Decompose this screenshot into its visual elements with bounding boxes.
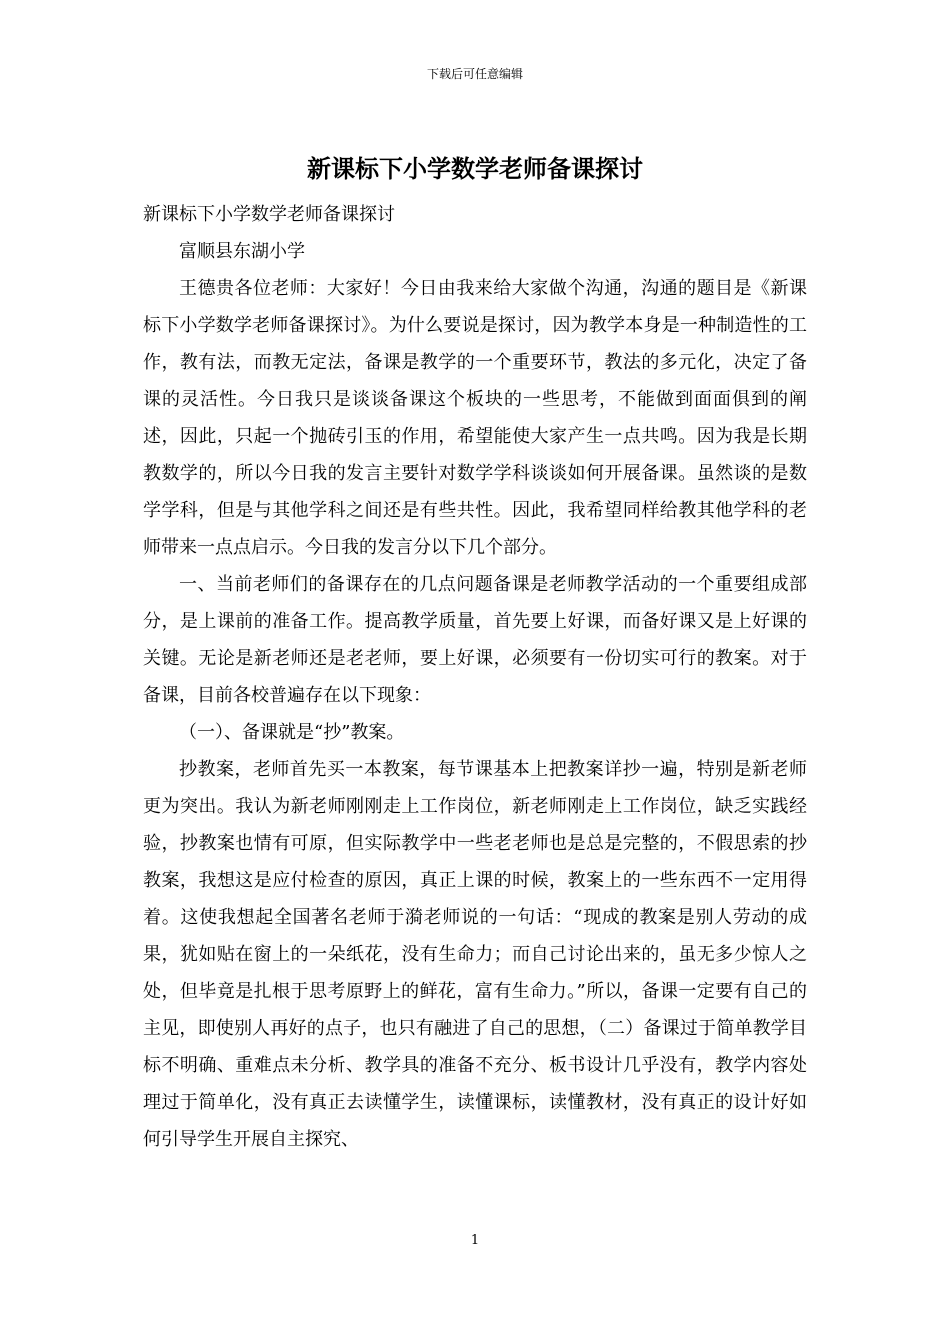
page-number: 1	[470, 1233, 480, 1248]
subtitle-line: 新课标下小学数学老师备课探讨	[143, 204, 395, 225]
section-heading: （一）、备课就是“抄”教案。	[179, 722, 405, 743]
document-title: 新课标下小学数学老师备课探讨	[307, 154, 643, 183]
document-body	[143, 196, 807, 1158]
body-paragraph: 抄教案，老师首先买一本教案，每节课基本上把教案详抄一遍，特别是新老师更为突出。我认为新老师刚刚走上工作岗位，新老师刚走上工作岗位，缺乏实践经验，抄教案也情有可原，但实际教学中一些老老师也是总是完整的，不假思索的抄教案，我想这是应付检查的原因，真正上课的时候，教案上的一些东西不一定用得着。这使我想起全国著名老师于漪老师说的一句话：“现成的教案是别人劳动的成果，犹如贴在窗上的一朵纸花，没有生命力；而自己讨论出来的，虽无多少惊人之处，但毕竟是扎根于思考原野上的鲜花，富有生命力。”所以，备课一定要有自己的主见，即使别人再好的点子，也只有融进了自己的思想，（二）备课过于简单教学目标不明确、重难点未分析、教学具的准备不充分、板书设计几乎没有，教学内容处理过于简单化，没有真正去读懂学生，读懂课标，读懂教材，没有真正的设计好如何引导学生开展自主探究、	[143, 759, 807, 1150]
body-paragraph: 一、当前老师们的备课存在的几点问题备课是老师教学活动的一个重要组成部分，是上课前的准备工作。提高教学质量，首先要上好课，而备好课又是上好课的关键。无论是新老师还是老老师，要上好课，必须要有一份切实可行的教案。对于备课，目前各校普遍存在以下现象：	[143, 574, 807, 706]
page-header-note: 下载后可任意编辑	[426, 67, 523, 81]
school-name: 富顺县东湖小学	[179, 241, 305, 262]
body-paragraph: 王德贵各位老师：大家好！今日由我来给大家做个沟通，沟通的题目是《新课标下小学数学老师备课探讨》。为什么要说是探讨，因为教学本身是一种制造性的工作，教有法，而教无定法，备课是教学的一个重要环节，教法的多元化，决定了备课的灵活性。今日我只是谈谈备课这个板块的一些思考，不能做到面面俱到的阐述，因此，只起一个抛砖引玉的作用，希望能使大家产生一点共鸣。因为我是长期教数学的，所以今日我的发言主要针对数学学科谈谈如何开展备课。虽然谈的是数学学科，但是与其他学科之间还是有些共性。因此，我希望同样给教其他学科的老师带来一点点启示。今日我的发言分以下几个部分。	[143, 278, 807, 558]
